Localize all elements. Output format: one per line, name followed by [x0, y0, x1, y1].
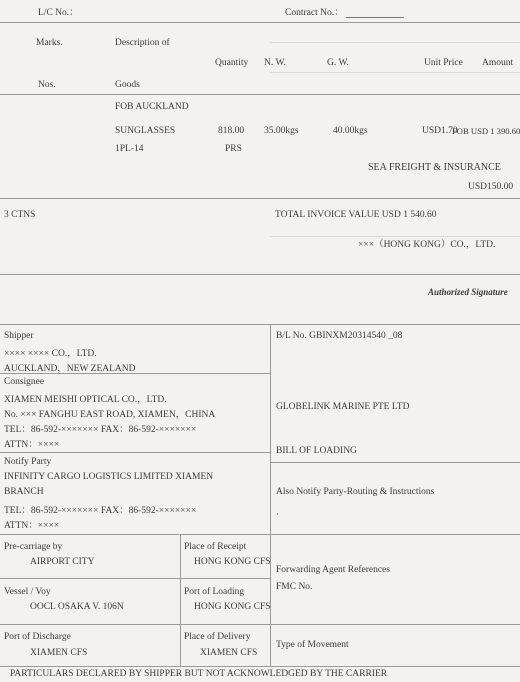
consignee-line1: XIAMEN MEISHI OPTICAL CO.，LTD. [4, 395, 167, 405]
pre-carriage-label: Pre-carriage by [4, 542, 63, 552]
port-of-discharge-label: Port of Discharge [4, 632, 71, 642]
freight-value: USD150.00 [468, 182, 514, 192]
item-name: SUNGLASSES [115, 126, 176, 136]
shipper-line2: AUCKLAND，NEW ZEALAND [4, 364, 136, 374]
item-nw: 35.00kgs [264, 126, 299, 136]
shipper-label: Shipper [4, 331, 34, 341]
marks-header: Marks. [36, 38, 63, 48]
vessel-value: OOCL OSAKA V. 106N [30, 602, 124, 612]
notify-line2: BRANCH [4, 487, 44, 497]
shipper-line1: ×××× ×××× CO.，LTD. [4, 349, 97, 359]
total-invoice-value: TOTAL INVOICE VALUE USD 1 540.60 [275, 210, 437, 220]
place-of-receipt-label: Place of Receipt [184, 542, 247, 552]
item-unit-price: USD1.70 [422, 126, 458, 136]
amount-header: Amount [482, 58, 514, 68]
consignee-line4: ATTN：×××× [4, 440, 60, 450]
item-quantity: 818.00 [218, 126, 245, 136]
freight-label: SEA FREIGHT & INSURANCE [368, 162, 501, 173]
quantity-header: Quantity [215, 58, 249, 68]
nos-header: Nos. [38, 80, 56, 90]
place-of-delivery-label: Place of Delivery [184, 632, 251, 642]
unit-price-header: Unit Price [424, 58, 463, 68]
contract-no-label: Contract No.： [285, 4, 404, 18]
authorized-signature: Authorized Signature [428, 287, 508, 297]
place-of-receipt-value: HONG KONG CFS [194, 557, 271, 567]
notify-line3: TEL：86-592-××××××× FAX：86-592-××××××× [4, 506, 197, 516]
item-unit: PRS [225, 144, 242, 154]
lc-no-label: L/C No.： [38, 8, 79, 18]
port-of-loading-label: Port of Loading [184, 587, 245, 597]
packages-text: 3 CTNS [4, 210, 36, 220]
vessel-label: Vessel / Voy [4, 587, 51, 597]
consignee-line3: TEL：86-592-××××××× FAX：86-592-××××××× [4, 425, 197, 435]
pre-carriage-value: AIRPORT CITY [30, 557, 95, 567]
description-header: Description of [115, 38, 170, 48]
goods-header: Goods [115, 80, 140, 90]
nw-header: N. W. [264, 58, 286, 68]
document-type: BILL OF LOADING [276, 446, 357, 456]
fmc-no-label: FMC No. [276, 582, 313, 592]
also-notify-dot: · [276, 510, 280, 520]
item-amount: FOB USD 1 390.60 [452, 126, 520, 136]
item-gw: 40.00kgs [333, 126, 368, 136]
item-code: 1PL-14 [115, 144, 144, 154]
carrier-name: GLOBELINK MARINE PTE LTD [276, 402, 410, 412]
type-of-movement-label: Type of Movement [276, 640, 349, 650]
port-of-discharge-value: XIAMEN CFS [30, 648, 88, 658]
company-name: ×××（HONG KONG）CO.，LTD. [358, 240, 496, 250]
terms-text: FOB AUCKLAND [115, 102, 189, 112]
particulars-declaration: PARTICULARS DECLARED BY SHIPPER BUT NOT ACKNOWLEDGED BY THE CARRIER [10, 669, 388, 679]
notify-party-label: Notify Party [4, 457, 52, 467]
bl-number: B/L No. GBINXM20314540 _08 [276, 331, 403, 341]
consignee-label: Consignee [4, 377, 45, 387]
place-of-delivery-value: XIAMEN CFS [200, 648, 258, 658]
gw-header: G. W. [327, 58, 349, 68]
consignee-line2: No. ××× FANGHU EAST ROAD, XIAMEN，CHINA [4, 410, 216, 420]
also-notify-label: Also Notify Party-Routing & Instructions [276, 487, 435, 497]
port-of-loading-value: HONG KONG CFS [194, 602, 271, 612]
notify-line4: ATTN：×××× [4, 521, 60, 531]
forwarding-agent-label: Forwarding Agent References [276, 565, 390, 575]
notify-line1: INFINITY CARGO LOGISTICS LIMITED XIAMEN [4, 472, 214, 482]
